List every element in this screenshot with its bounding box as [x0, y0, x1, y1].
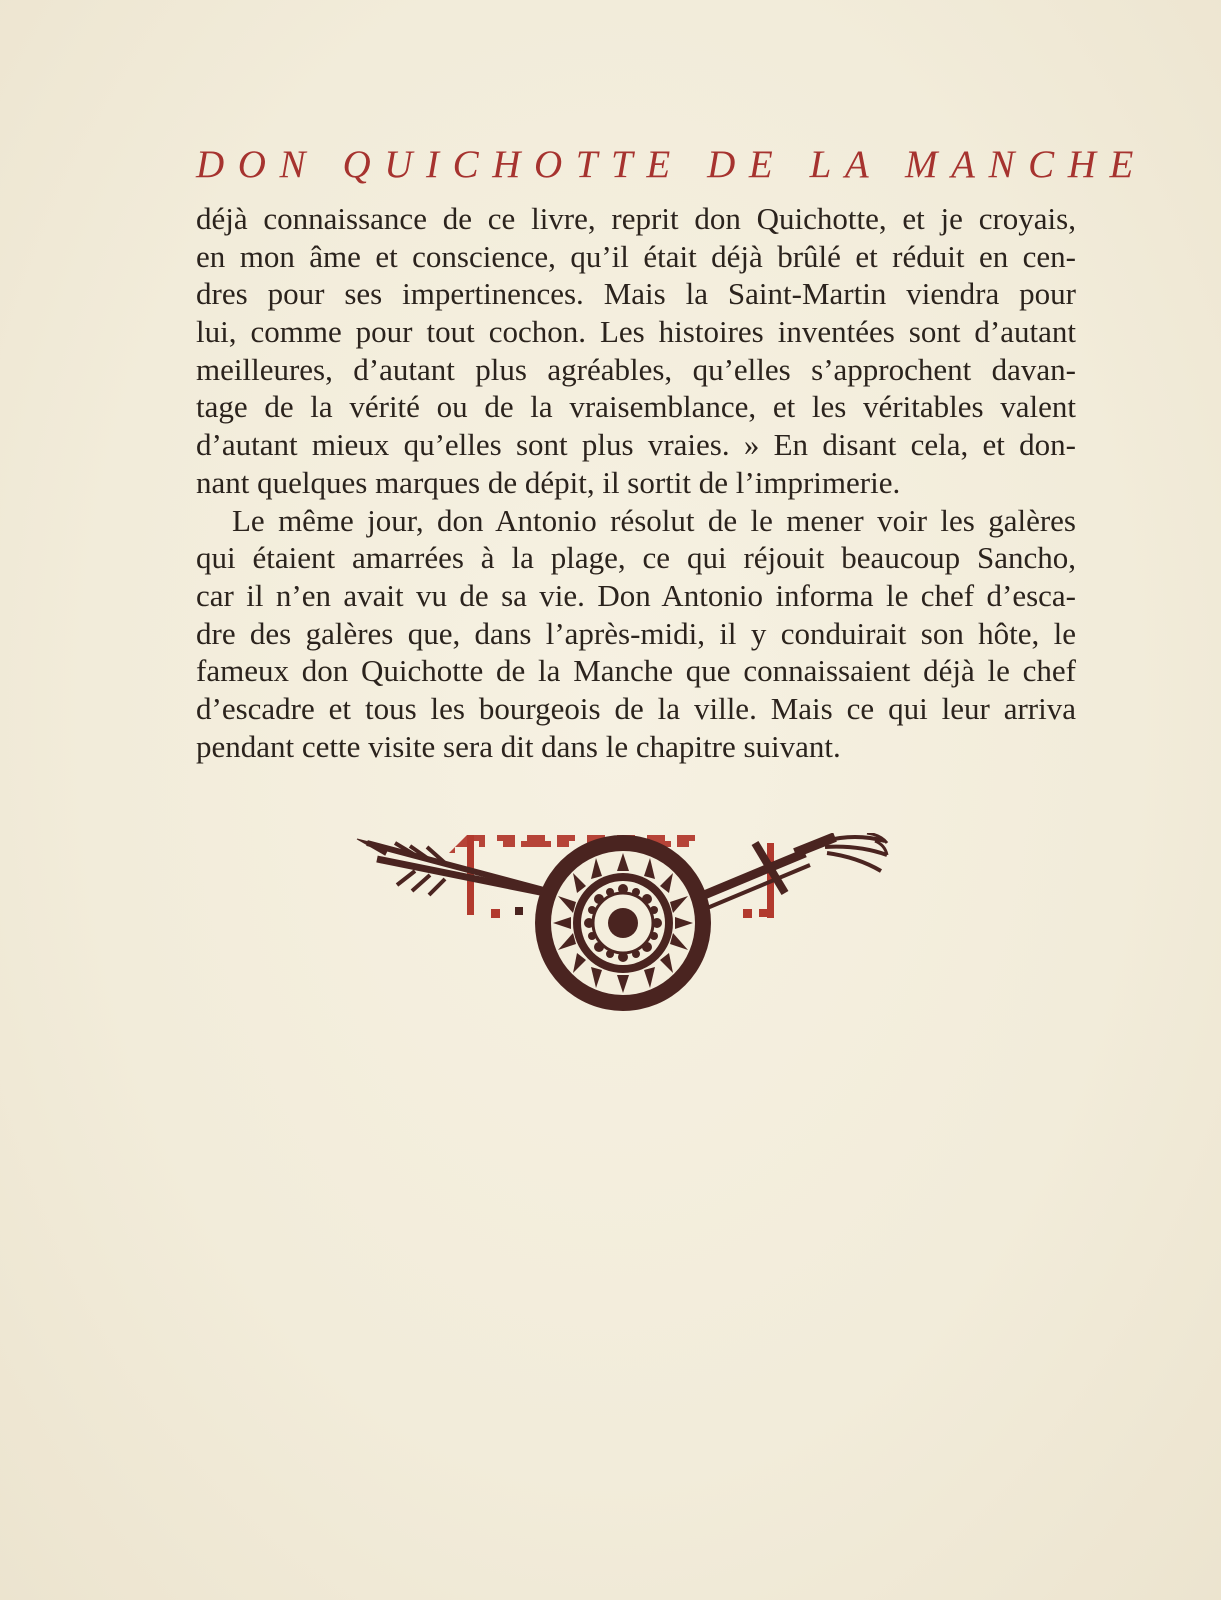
text-line: meilleures, d’autant plus agréables, qu’elles s’approchent davan-: [196, 351, 1076, 387]
text-line: fameux don Quichotte de la Manche que connaissaient déjà le chef: [196, 653, 1076, 689]
text-line: pendant cette visite sera dit dans le chapitre suivant.: [196, 728, 841, 764]
text-line: lui, comme pour tout cochon. Les histoires inventées sont d’autant: [196, 314, 1076, 350]
arrow-icon: [357, 839, 555, 895]
text-line: qui étaient amarrées à la plage, ce qui réjouit beaucoup Sancho,: [196, 540, 1076, 576]
text-line: d’autant mieux qu’elles sont plus vraies. » En disant cela, et don-: [196, 427, 1076, 463]
body-text: [196, 200, 1076, 765]
text-line: nant quelques marques de dépit, il sortit de l’imprimerie.: [196, 464, 901, 500]
paragraph: [196, 200, 1076, 502]
text-line: car il n’en avait vu de sa vie. Don Antonio informa le chef d’esca-: [196, 577, 1076, 613]
paragraph: [196, 502, 1076, 766]
text-line: en mon âme et conscience, qu’il était déjà brûlé et réduit en cen-: [196, 238, 1076, 274]
text-line: déjà connaissance de ce livre, reprit don Quichotte, et je croyais,: [196, 201, 1076, 236]
text-line: tage de la vérité ou de la vraisemblance, et les véritables valent: [196, 389, 1076, 425]
sword-icon: [685, 833, 887, 911]
text-line: dre des galères que, dans l’après-midi, il y conduirait son hôte, le: [196, 615, 1076, 651]
wheel-arrow-sword-castle-ornament-icon: [355, 833, 915, 1033]
text-line: dres pour ses impertinences. Mais la Saint-Martin viendra pour: [196, 276, 1076, 312]
sun-wheel-icon: [535, 835, 711, 1011]
text-line: Le même jour, don Antonio résolut de le mener voir les galères: [232, 502, 1076, 538]
text-line: d’escadre et tous les bourgeois de la ville. Mais ce qui leur arriva: [196, 690, 1076, 726]
running-head: DON QUICHOTTE DE LA MANCHE: [196, 143, 1147, 186]
